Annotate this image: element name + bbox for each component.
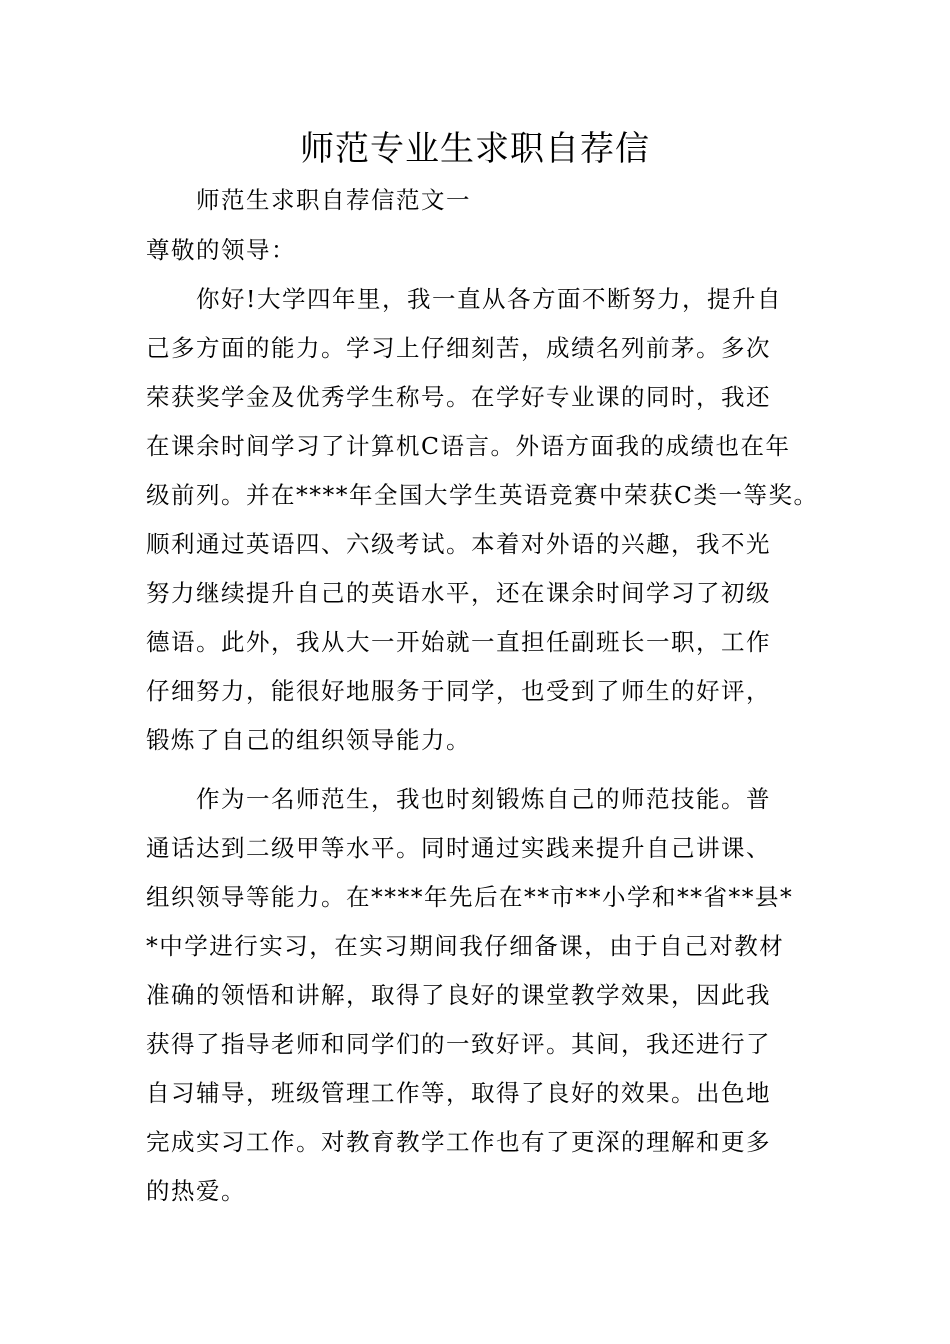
paragraph-line: 的热爱。 [146,1177,246,1205]
paragraph-line: 德语。此外，我从大一开始就一直担任副班长一职，工作 [146,628,771,656]
paragraph-line: 级前列。并在****年全国大学生英语竞赛中荣获C类一等奖。 [146,481,819,509]
paragraph-line: 组织领导等能力。在****年先后在**市**小学和**省**县* [146,883,794,911]
document-title: 师范专业生求职自荐信 [300,129,650,169]
paragraph-line: 获得了指导老师和同学们的一致好评。其间，我还进行了 [146,1030,771,1058]
paragraph-line: 锻炼了自己的组织领导能力。 [146,726,471,754]
document-subtitle: 师范生求职自荐信范文一 [196,186,471,214]
greeting: 尊敬的领导： [146,236,296,264]
paragraph-2 [146,775,826,1216]
paragraph-line: 自习辅导，班级管理工作等，取得了良好的效果。出色地 [146,1079,771,1107]
paragraph-line: 你好!大学四年里，我一直从各方面不断努力，提升自 [146,285,782,313]
paragraph-line: 完成实习工作。对教育教学工作也有了更深的理解和更多 [146,1128,771,1156]
paragraph-line: 仔细努力，能很好地服务于同学，也受到了师生的好评， [146,677,771,705]
paragraph-line: *中学进行实习，在实习期间我仔细备课，由于自己对教材 [146,932,785,960]
paragraph-line: 作为一名师范生，我也时刻锻炼自己的师范技能。普 [146,785,771,813]
paragraph-line: 在课余时间学习了计算机C语言。外语方面我的成绩也在年 [146,432,791,460]
paragraph-1 [146,275,826,765]
paragraph-line: 努力继续提升自己的英语水平，还在课余时间学习了初级 [146,579,771,607]
paragraph-line: 通话达到二级甲等水平。同时通过实践来提升自己讲课、 [146,834,771,862]
paragraph-line: 顺利通过英语四、六级考试。本着对外语的兴趣，我不光 [146,530,771,558]
paragraph-line: 己多方面的能力。学习上仔细刻苦，成绩名列前茅。多次 [146,334,771,362]
paragraph-line: 准确的领悟和讲解，取得了良好的课堂教学效果，因此我 [146,981,771,1009]
paragraph-line: 荣获奖学金及优秀学生称号。在学好专业课的同时，我还 [146,383,771,411]
